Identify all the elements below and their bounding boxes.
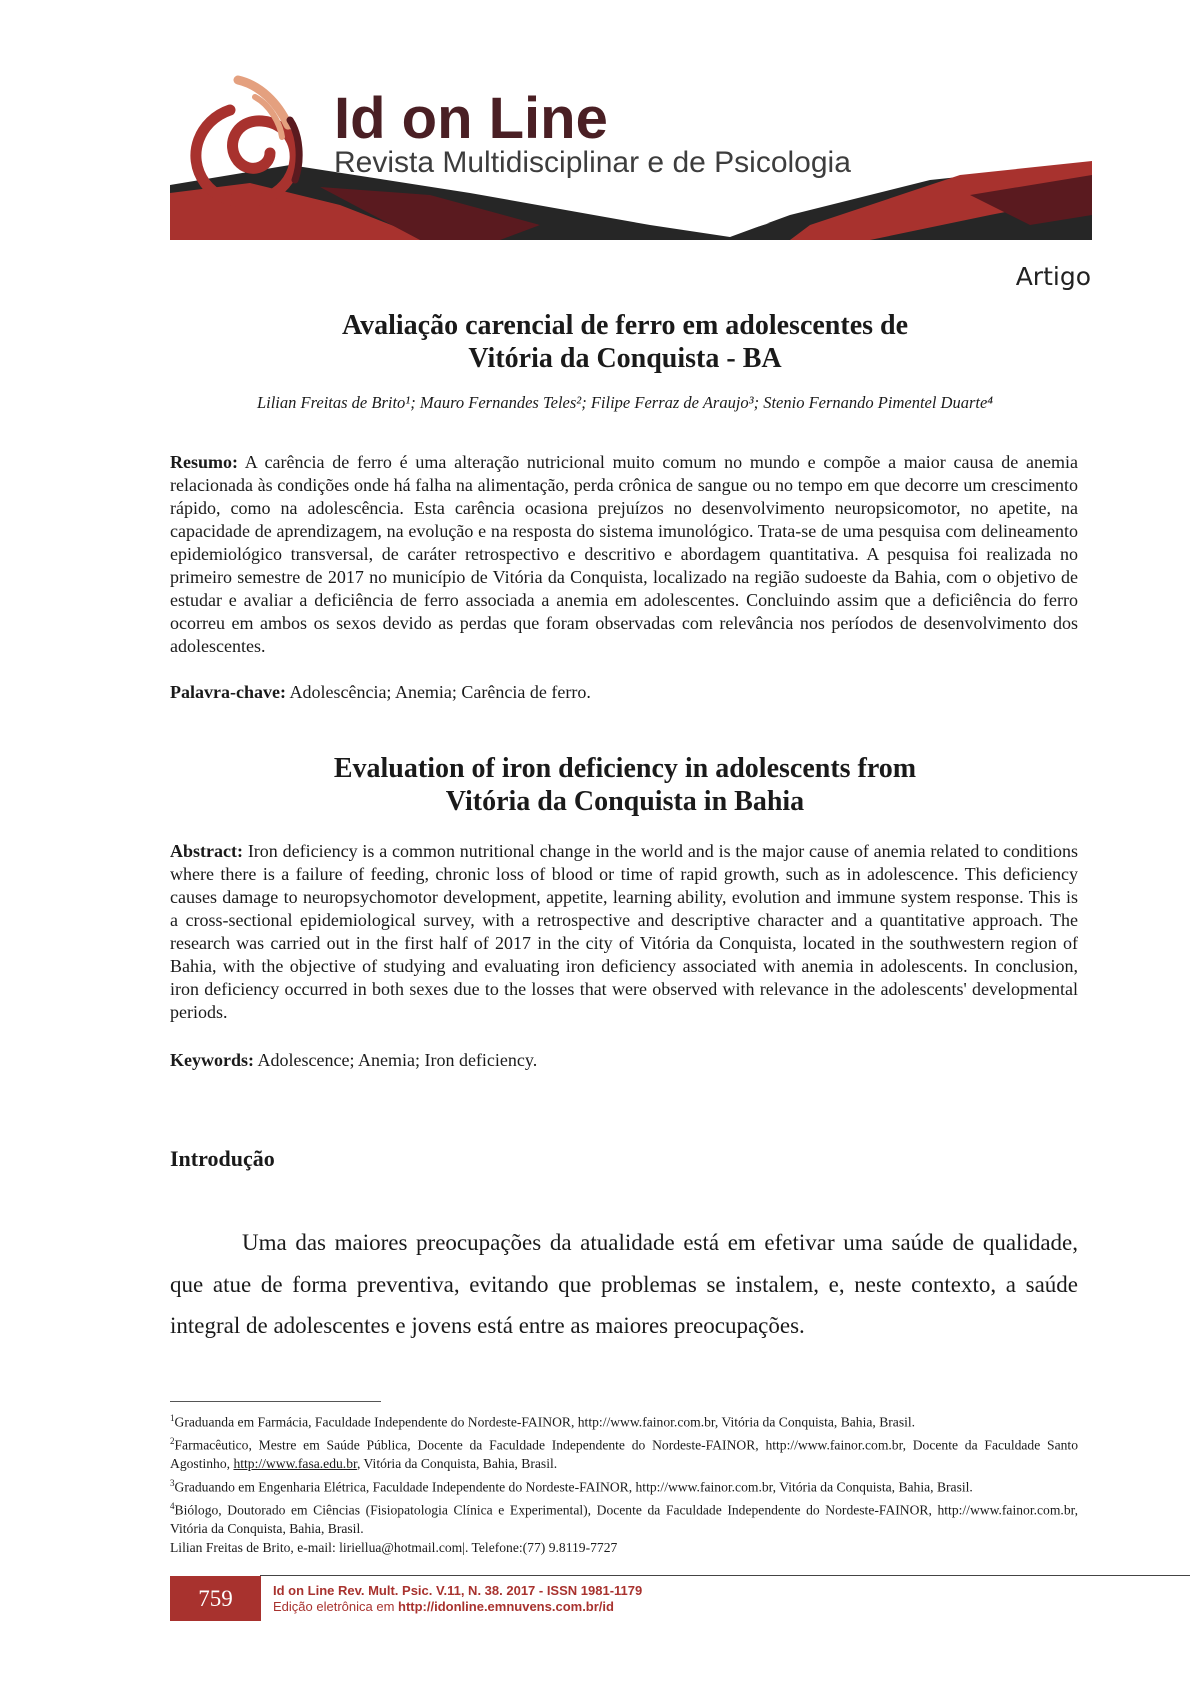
- footnote-3: [170, 1474, 1078, 1497]
- footnote-4-text: Biólogo, Doutorado em Ciências (Fisiopatologia Clínica e Experimental), Docente da Faculdade Independente do Nordeste-FAINOR, http://www.fainor.com.br, Vitória da Conquista, Bahia, Brasil.: [170, 1502, 1078, 1537]
- palavra-chave-paragraph: [170, 681, 1078, 704]
- page-number: 759: [170, 1576, 261, 1621]
- footnote-3-number: 3: [170, 1477, 175, 1488]
- resumo-label: Resumo:: [170, 452, 238, 472]
- footnote-2-number: 2: [170, 1436, 175, 1447]
- palavra-chave-text: Adolescência; Anemia; Carência de ferro.: [289, 682, 591, 702]
- footnote-1-text: Graduanda em Farmácia, Faculdade Independente do Nordeste-FAINOR, http://www.fainor.com.br, Vitória da Conquista, Bahia, Brasil.: [174, 1414, 916, 1430]
- footnote-4-number: 4: [170, 1500, 175, 1511]
- footnote-2-text-b: , Vitória da Conquista, Bahia, Brasil.: [356, 1456, 558, 1472]
- keywords-paragraph: [170, 1049, 1078, 1072]
- footnote-2-link[interactable]: http://www.fasa.edu.br: [233, 1456, 357, 1472]
- title-english: [170, 752, 1080, 818]
- keywords-label: Keywords:: [170, 1050, 254, 1070]
- abstract-label: Abstract:: [170, 841, 243, 861]
- keywords-text: Adolescence; Anemia; Iron deficiency.: [257, 1050, 538, 1070]
- footer-edition-prefix: Edição eletrônica em: [273, 1599, 399, 1614]
- footer-citation: [273, 1583, 642, 1615]
- footnote-1: [170, 1409, 1078, 1432]
- palavra-chave-label: Palavra-chave:: [170, 682, 286, 702]
- footnote-2-text-a: Farmacêutico, Mestre em Saúde Pública, Docente da Faculdade Independente do Nordeste-FAINOR, http://www.fainor.com.br, Docente da Faculdade Santo Agostinho,: [170, 1437, 1078, 1472]
- title-portuguese: [170, 309, 1080, 375]
- footer-journal-info: Id on Line Rev. Mult. Psic. V.11, N. 38. 2017 - ISSN 1981-1179: [273, 1583, 643, 1598]
- footnote-3-text: Graduando em Engenharia Elétrica, Faculdade Independente do Nordeste-FAINOR, http://www.fainor.com.br, Vitória da Conquista, Bahia, Brasil.: [174, 1479, 973, 1495]
- footnote-separator: [170, 1401, 381, 1402]
- footnote-4: [170, 1497, 1078, 1539]
- title-english-line-2: Vitória da Conquista in Bahia: [445, 786, 805, 817]
- introducao-heading: Introdução: [170, 1146, 275, 1171]
- title-portuguese-line-2: Vitória da Conquista - BA: [468, 343, 782, 374]
- abstract-text: Iron deficiency is a common nutritional change in the world and is the major cause of anemia related to conditions where there is a failure of feeding, chronic loss of blood or time of rapid growth, such as in adolescence. This deficiency causes damage to neuropsychomotor development, appetite, learning ability, evolution and immune system response. This is a cross-sectional epidemiological survey, with a retrospective and descriptive character and a quantitative approach. The research was carried out in the first half of 2017 in the city of Vitória da Conquista, located in the southwestern region of Bahia, with the objective of studying and evaluating iron deficiency associated with anemia in adolescents. In conclusion, iron deficiency occurred in both sexes due to the losses that were observed with relevance in the adolescents' developmental periods.: [170, 841, 1079, 1022]
- resumo-text: A carência de ferro é uma alteração nutricional muito comum no mundo e compõe a maior causa de anemia relacionada às condições onde há falha na alimentação, perda crônica de sangue ou no tempo em que decorre um crescimento rápido, como na adolescência. Esta carência ocasiona prejuízos no desenvolvimento neuropsicomotor, no apetite, na capacidade de aprendizagem, na evolução e na resposta do sistema imunológico. Trata-se de uma pesquisa com delineamento epidemiológico transversal, de caráter retrospectivo e descritivo e abordagem quantitativa. A pesquisa foi realizada no primeiro semestre de 2017 no município de Vitória da Conquista, localizado na região sudoeste da Bahia, com o objetivo de estudar e avaliar a deficiência de ferro associada a anemia em adolescentes. Concluindo assim que a deficiência do ferro ocorreu em ambos os sexos devido as perdas que foram observadas com relevância nos períodos de desenvolvimento dos adolescentes.: [170, 452, 1078, 656]
- title-english-line-1: Evaluation of iron deficiency in adolescents from: [333, 753, 917, 784]
- footnote-2: [170, 1432, 1078, 1474]
- footer-edition-line: [273, 1599, 642, 1615]
- resumo-paragraph: [170, 451, 1078, 658]
- abstract-paragraph: [170, 840, 1078, 1024]
- author-list: Lilian Freitas de Brito¹; Mauro Fernandes Teles²; Filipe Ferraz de Araujo³; Stenio Fernando Pimentel Duarte⁴: [256, 393, 994, 412]
- footnote-contact: Lilian Freitas de Brito, e-mail: liriellua@hotmail.com|. Telefone:(77) 9.8119-7727: [170, 1539, 618, 1555]
- title-portuguese-line-1: Avaliação carencial de ferro em adolescentes de: [341, 310, 909, 341]
- journal-subtitle: Revista Multidisciplinar e de Psicologia: [334, 146, 851, 179]
- footer-url-link[interactable]: http://idonline.emnuvens.com.br/id: [398, 1599, 614, 1614]
- article-type-label: Artigo: [1015, 262, 1091, 291]
- introducao-paragraph: Uma das maiores preocupações da atualidade está em efetivar uma saúde de qualidade, que atue de forma preventiva, evitando que problemas se instalem, e, neste contexto, a saúde integral de adolescentes e jovens está entre as maiores preocupações.: [170, 1230, 1078, 1338]
- footnote-1-number: 1: [170, 1413, 175, 1423]
- footnotes: [170, 1409, 1078, 1557]
- journal-title: Id on Line: [334, 86, 608, 151]
- footer-rule: [260, 1575, 1190, 1576]
